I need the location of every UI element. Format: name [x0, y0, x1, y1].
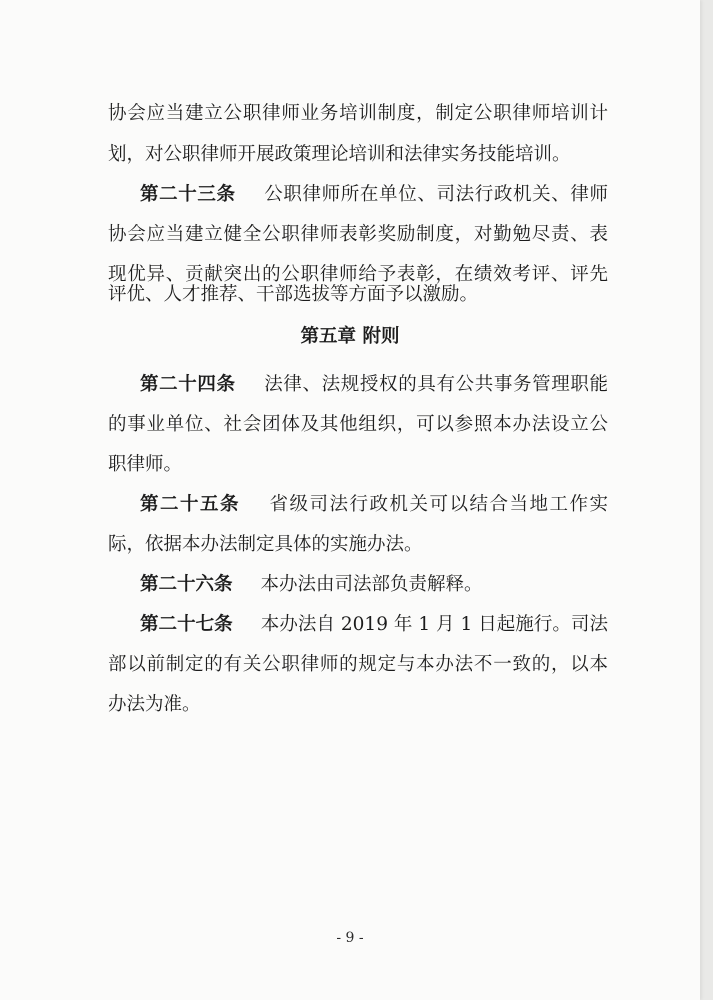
article-26-heading: 第二十六条: [140, 574, 233, 595]
article-27-heading: 第二十七条: [140, 614, 233, 635]
text-line: 的事业单位、社会团体及其他组织，可以参照本办法设立公: [108, 414, 608, 435]
article-27-text: 本办法自 2019 年 1 月 1 日起施行。司法: [260, 614, 608, 635]
article-23-heading: 第二十三条: [140, 184, 236, 205]
text-line: 职律师。: [108, 454, 183, 475]
text-line: 评优、人才推荐、干部选拔等方面予以激励。: [108, 284, 479, 305]
article-26-line: [140, 576, 483, 595]
text-line: 现优异、贡献突出的公职律师给予表彰，在绩效考评、评先: [108, 264, 608, 285]
text-line: 部以前制定的有关公职律师的规定与本办法不一致的，以本: [108, 654, 608, 675]
text-line: 际，依据本办法制定具体的实施办法。: [108, 534, 423, 555]
article-24-first-line: [140, 376, 608, 395]
text-line: 办法为准。: [108, 694, 201, 715]
article-25-first-line: [140, 496, 608, 515]
text-line: 划，对公职律师开展政策理论培训和法律实务技能培训。: [108, 144, 571, 165]
text-line: 协会应当建立健全公职律师表彰奖励制度，对勤勉尽责、表: [108, 224, 608, 245]
page-number: - 9 -: [336, 930, 364, 946]
article-24-text: 法律、法规授权的具有公共事务管理职能: [263, 374, 608, 395]
article-26-text: 本办法由司法部负责解释。: [260, 574, 483, 595]
article-23-text: 公职律师所在单位、司法行政机关、律师: [263, 184, 608, 205]
article-25-text: 省级司法行政机关可以结合当地工作实: [268, 494, 608, 515]
chapter-heading: 第五章 附则: [300, 326, 400, 347]
text-line: 协会应当建立公职律师业务培训制度，制定公职律师培训计: [108, 103, 608, 124]
article-24-heading: 第二十四条: [140, 374, 236, 395]
article-23-first-line: [140, 186, 608, 205]
article-25-heading: 第二十五条: [140, 494, 240, 515]
article-27-first-line: [140, 616, 608, 635]
